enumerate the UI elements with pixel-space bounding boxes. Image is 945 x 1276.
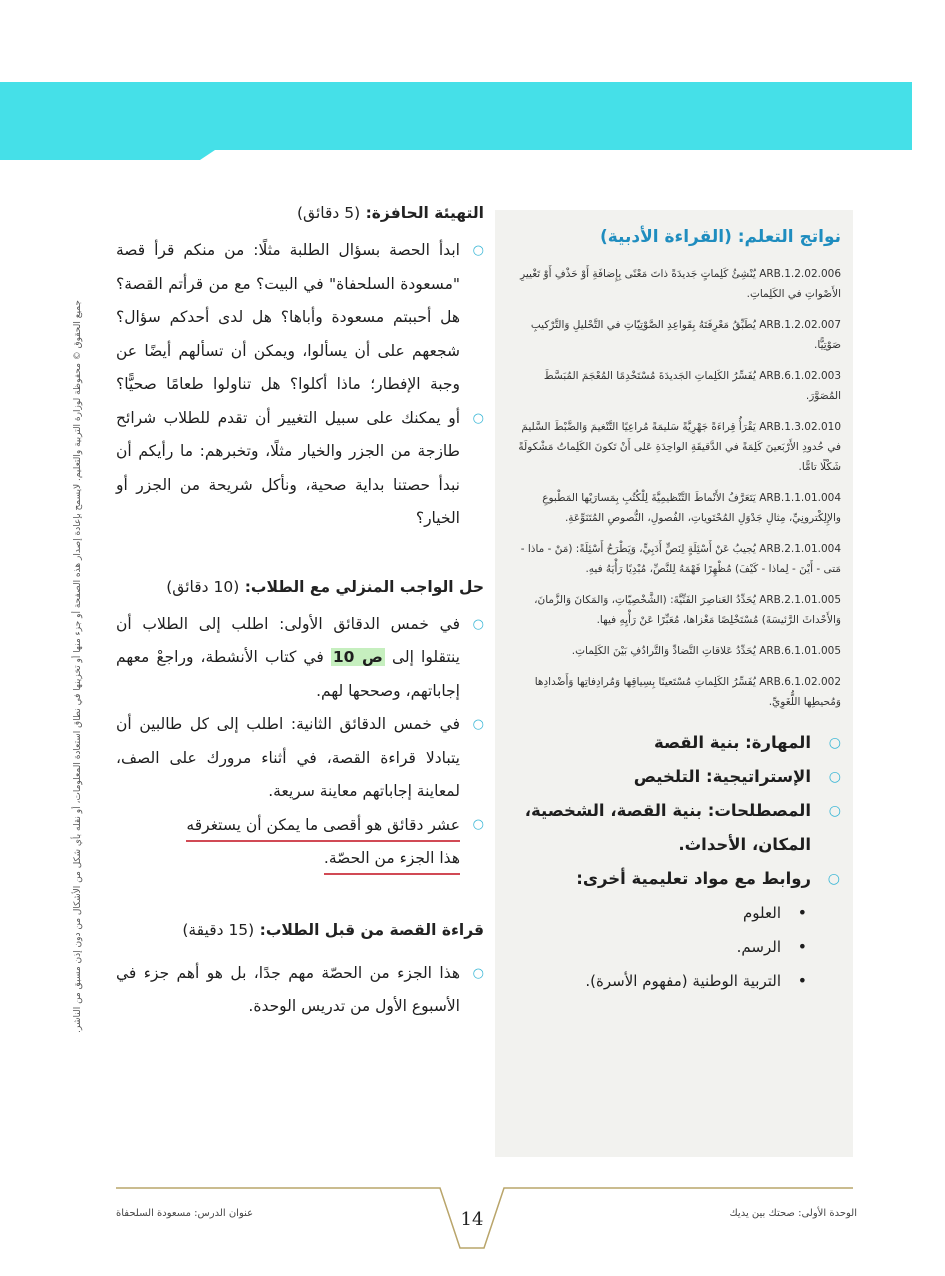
learning-outcomes-panel (495, 210, 853, 1157)
dot-bullet-icon: • (797, 937, 807, 956)
section-title-warmup: التهيئة الحافزة: (5 دقائق) (296, 204, 484, 222)
outcome-item: ARB.1.2.02.007 يُطَبِّقُ مَعْرِفَتَهُ بِقَواعِدِ الصَّوْتِيّاتِ في التَّحْليلِ وَالتَّرْكيبِ صَوْتِيًّا. (530, 319, 841, 351)
page-reference: ص 10 (332, 648, 383, 666)
ring-bullet-icon: ○ (828, 803, 841, 819)
ring-bullet-icon: ○ (472, 616, 484, 632)
unit-title-footer: الوحدة الأولى: صحتك بين يديك (729, 1208, 857, 1219)
outcome-item: ARB.6.1.01.005 يُحَدِّدُ عَلاقاتِ التَّضادِّ وَالتَّرادُفِ بَيْنَ الكَلِماتِ. (571, 645, 841, 657)
outcome-item: ARB.1.1.01.004 يَتَعَرَّفُ الأَنْماطَ التَّنْظيمِيَّةَ لِلْكُتُبِ بِمَسارَيْها المَطْبوعِ والإِلِكْترونِيِّ، مِثالِ جَدْوَلِ المُحْتَوياتِ، الفُصولِ، النُّصوصِ المُتَنَوِّعَةِ. (542, 492, 841, 524)
links-list (511, 896, 841, 998)
ring-bullet-icon: ○ (827, 871, 841, 887)
links-title: ○ روابط مع مواد تعليمية أخرى: (511, 862, 841, 896)
dot-bullet-icon: • (797, 971, 807, 990)
outcome-item: ARB.1.2.02.006 يُنْشِئُ كَلِماتٍ جَديدَةً ذاتَ مَعْنًى بِإِضافَةِ أَوْ حَذْفِ أَوْ تَغْييرِ الأَصْواتِ في الكَلِماتِ. (520, 268, 841, 300)
ring-bullet-icon: ○ (472, 243, 484, 258)
strategy-item: ○ الإستراتيجية: التلخيص (511, 760, 841, 794)
warmup-paragraph: ○ ابدأ الحصة بسؤال الطلبة مثلًا: من منكم قرأ قصة "مسعودة السلحفاة" في البيت؟ مع من قرأتم القصة؟ هل أحببتم مسعودة وأباها؟ هل لدى أحدكم سؤال؟ شجعهم على أن يسألوا، ويمكن أن تسألهم أيضًا عن وجبة الإفطار؛ ماذا أكلوا؟ هل تناولوا طعامًا صحيًّا؟ (116, 234, 484, 402)
homework-paragraph: ○ في خمس الدقائق الثانية: اطلب إلى كل طالبين أن يتبادلا قراءة القصة، في أثناء مرورك على الصف، لمعاينة إجاباتهم معاينة سريعة. (116, 708, 484, 809)
homework-paragraph: ○ في خمس الدقائق الأولى: اطلب إلى الطلاب أن ينتقلوا إلى ص 10 في كتاب الأنشطة، وراجعْ معهم إجاباتهم، وصححها لهم. (116, 608, 484, 709)
ring-bullet-icon: ○ (472, 410, 484, 426)
reading-paragraph: ○ هذا الجزء من الحصّة مهم جدًا، بل هو أهم جزء في الأسبوع الأول من تدريس الوحدة. (116, 957, 484, 1024)
header-banner (0, 82, 945, 160)
ring-bullet-icon: ○ (828, 769, 841, 785)
ring-bullet-icon: ○ (472, 717, 484, 732)
outcome-item: ARB.2.1.01.004 يُجيبُ عَنْ أَسْئِلَةٍ لِنَصٍّ أَدَبِيٍّ، وَيَطْرَحُ أَسْئِلَةً: (مَنْ - ماذا - مَتى - أَيْنَ - لِماذا - كَيْفَ) مُظْهِرًا فَهْمَهُ لِلنَّصِّ، مُبْدِيًا رَأْيَهُ فيهِ. (520, 543, 841, 575)
outcome-item: ARB.1.3.02.010 يَقْرَأُ قِراءَةً جَهْرِيَّةً سَليمَةً مُراعِيًا التَّنْغيمَ وَالضَّبْطَ السَّليمَ في حُدودِ الأَرْبَعينَ كَلِمَةً في الدَّقيقَةِ الواحِدَةِ عَلى أَنْ تَكونَ الكَلِماتُ مَشْكولَةً شَكْلًا تامًّا. (518, 421, 841, 473)
outcome-item: ARB.6.1.02.002 يُفَسِّرُ الكَلِماتِ مُسْتَعينًا بِسِياقِها وَمُرادِفاتِها وَأَضْدادِها وَمُحيطِها اللُّغَوِيِّ. (534, 676, 841, 708)
skill-item: ○ المهارة: بنية القصة (511, 726, 841, 760)
outcome-item: ARB.2.1.01.005 يُحَدِّدُ العَناصِرَ الفَنِّيَّةَ: (الشَّخْصِيّاتِ، وَالمَكانَ وَالزَّمانَ، وَالأَحْداثَ الرَّئيسَةَ) مُسْتَخْلِصًا مَغْزاها، مُعَبِّرًا عَنْ رَأْيِهِ فيها. (534, 594, 841, 626)
ring-bullet-icon: ○ (828, 735, 841, 751)
list-item: • العلوم (511, 896, 841, 930)
panel-title: نواتج التعلم: (القراءة الأدبية) (599, 227, 841, 247)
ring-bullet-icon: ○ (472, 816, 484, 832)
copyright-note: جميع الحقوق © محفوظة لوزارة التربية والتعليم. لايسمح بإعادة إصدار هذه الصفحة أو جزء منها أو تخزينها في نطاق استعادة المعلومات، أو نقله بأي شكل من الأشكال من دون إذن مسبق من الناشر. (73, 300, 83, 1033)
lesson-content (116, 200, 484, 1024)
dot-bullet-icon: • (797, 903, 807, 922)
banner-shape (0, 82, 912, 160)
section-title-reading: قراءة القصة من قبل الطلاب: (15 دقيقة) (182, 920, 484, 939)
outcome-item: ARB.6.1.02.003 يُفَسِّرُ الكَلِماتِ الجَديدَةَ مُسْتَخْدِمًا المُعْجَمَ المُبَسَّطَ المُصَوَّرَ. (543, 370, 841, 402)
terms-item: ○ المصطلحات: بنية القصة، الشخصية، المكان، الأحداث. (511, 794, 841, 862)
underlined-text: هذا الجزء من الحصّة. (324, 843, 460, 875)
lesson-title-footer: عنوان الدرس: مسعودة السلحفاة (116, 1208, 254, 1219)
list-item: • الرسم. (511, 930, 841, 964)
ring-bullet-icon: ○ (472, 965, 484, 981)
warmup-paragraph: ○ أو يمكنك على سبيل التغيير أن تقدم للطلاب شرائح طازجة من الجزر والخيار مثلًا، وتخبرهم: ما رأيكم أن نبدأ حصتنا بداية صحية، ونأكل شريحة من الجزر أو الخيار؟ (116, 402, 484, 536)
underlined-text: عشر دقائق هو أقصى ما يمكن أن يستغرقه (186, 810, 460, 842)
list-item: • التربية الوطنية (مفهوم الأسرة). (511, 964, 841, 998)
homework-note (116, 809, 484, 875)
page-number: 14 (460, 1209, 484, 1230)
section-title-homework: حل الواجب المنزلي مع الطلاب: (10 دقائق) (166, 577, 484, 596)
